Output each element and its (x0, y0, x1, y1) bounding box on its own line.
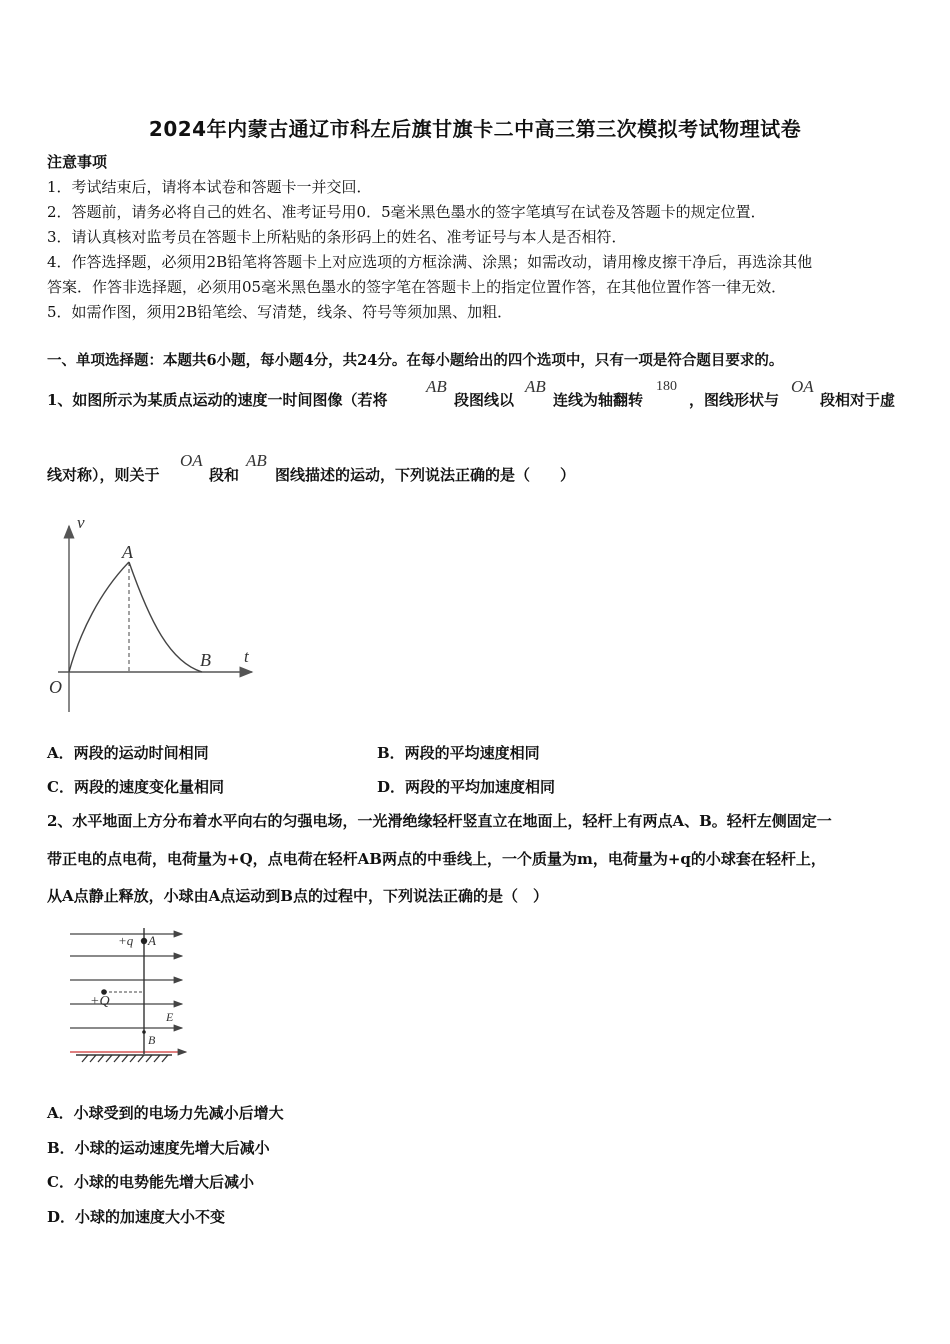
q2-option-a[interactable]: A．小球受到的电场力先减小后增大 (47, 1104, 284, 1122)
q1-math-180: 180 (656, 379, 677, 394)
section-heading: 一、单项选择题：本题共6小题，每小题4分，共24分。在每小题给出的四个选项中，只有一项是符合题目要求的。 (47, 352, 784, 369)
charge-bigq-label: +Q (90, 994, 110, 1009)
q2-option-b[interactable]: B．小球的运动速度先增大后减小 (47, 1139, 270, 1157)
origin-label: O (49, 677, 62, 697)
field-e-label: E (166, 1010, 174, 1024)
t-label: t (244, 647, 249, 666)
q1-text: 段图线以 (454, 391, 515, 409)
notice-item: 4．作答选择题，必须用2B铅笔将答题卡上对应选项的方框涂满、涂黑；如需改动，请用橡皮擦干净后，再选涂其他 (47, 253, 813, 271)
notice-item: 5．如需作图，须用2B铅笔绘、写清楚，线条、符号等须加黑、加粗． (47, 303, 513, 321)
q1-math-oa: OA (180, 451, 203, 470)
v-label: v (77, 513, 85, 532)
small-ball (141, 938, 147, 944)
velocity-time-graph (40, 512, 270, 722)
q1-option-d[interactable]: D．两段的平均加速度相同 (377, 778, 556, 796)
charge-q-label: +q (118, 933, 134, 948)
q1-text: 1、如图所示为某质点运动的速度一时间图像（若将 (47, 391, 388, 409)
point-a-label: A (122, 542, 133, 562)
q1-text: 连线为轴翻转 (553, 391, 644, 409)
ab-curve (129, 562, 202, 672)
q1-text: 线对称），则关于 (47, 466, 160, 484)
q2-text: 带正电的点电荷，电荷量为+Q，点电荷在轻杆AB两点的中垂线上，一个质量为m，电荷量为+q的小球套在轻杆上， (47, 850, 826, 868)
notice-heading: 注意事项 (47, 153, 108, 171)
notice-item: 2．答题前，请务必将自己的姓名、准考证号用0．5毫米黑色墨水的签字笔填写在试卷及答题卡的规定位置． (47, 203, 766, 221)
q1-text: ，图线形状与 (689, 391, 780, 409)
notice-item: 答案．作答非选择题，必须用05毫米黑色墨水的签字笔在答题卡上的指定位置作答，在其他位置作答一律无效． (47, 278, 787, 296)
q1-math-ab: AB (525, 377, 546, 396)
point-b-label: B (148, 1033, 156, 1047)
q1-text: 段和 (209, 466, 240, 484)
q1-text: 段相对于虚 (820, 391, 896, 409)
oa-curve (69, 562, 129, 672)
ground-hatch (82, 1055, 168, 1062)
electric-field-figure (60, 922, 200, 1070)
page-title: 2024年内蒙古通辽市科左后旗甘旗卡二中高三第三次模拟考试物理试卷 (148, 117, 802, 141)
point-a-label: A (148, 933, 156, 948)
q1-option-c[interactable]: C．两段的速度变化量相同 (47, 778, 224, 796)
q1-math-ab: AB (426, 377, 447, 396)
q1-option-a[interactable]: A．两段的运动时间相同 (47, 744, 209, 762)
notice-item: 1．考试结束后，请将本试卷和答题卡一并交回． (47, 178, 372, 196)
point-b (142, 1030, 146, 1034)
q2-option-c[interactable]: C．小球的电势能先增大后减小 (47, 1173, 254, 1191)
q2-text: 2、水平地面上方分布着水平向右的匀强电场，一光滑绝缘轻杆竖直立在地面上，轻杆上有两点A、B。轻杆左侧固定一 (47, 812, 832, 830)
q1-math-ab: AB (246, 451, 267, 470)
q1-option-b[interactable]: B．两段的平均速度相同 (377, 744, 540, 762)
notice-item: 3．请认真核对监考员在答题卡上所粘贴的条形码上的姓名、准考证号与本人是否相符． (47, 228, 627, 246)
q1-text: 图线描述的运动，下列说法正确的是（ ） (275, 466, 576, 484)
q2-text: 从A点静止释放，小球由A点运动到B点的过程中，下列说法正确的是（ ） (47, 887, 548, 905)
q1-math-oa: OA (791, 377, 814, 396)
point-b-label: B (200, 650, 211, 670)
q2-option-d[interactable]: D．小球的加速度大小不变 (47, 1208, 226, 1226)
